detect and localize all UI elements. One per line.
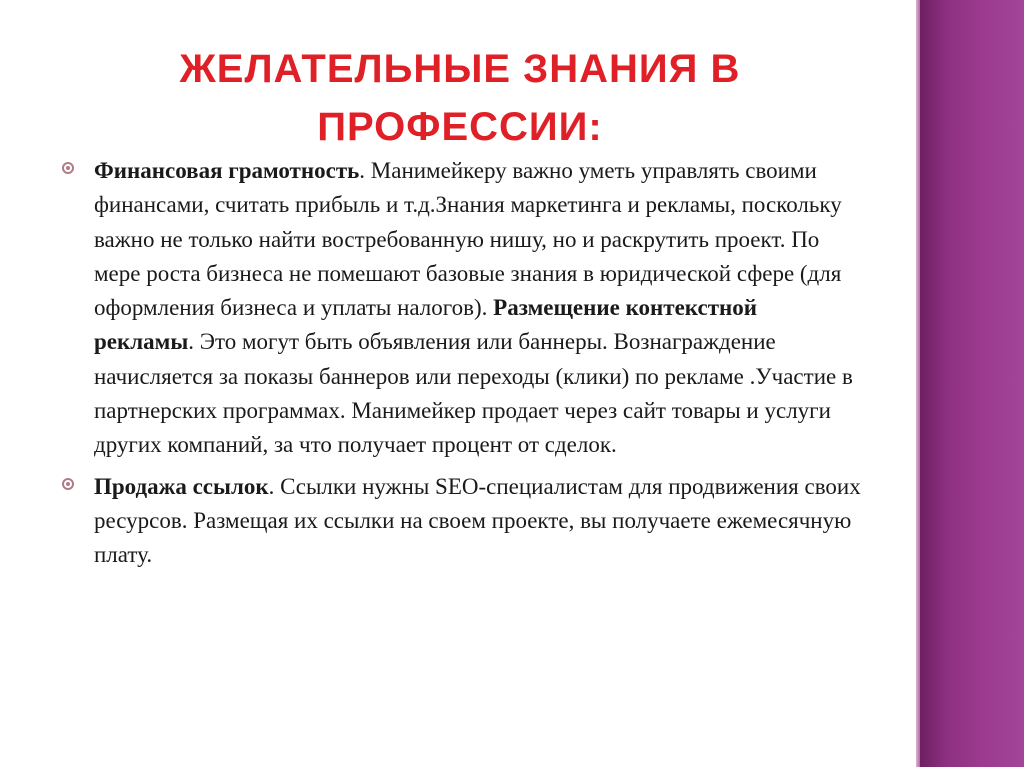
list-item — [62, 154, 862, 463]
item-plain-text: . Манимейкеру важно уметь управлять своими финансами, считать прибыль и т.д.Знания маркетинга и рекламы, поскольку важно не только найти востребованную нишу, но и раскрутить проект. По мере роста бизнеса не помешают базовые знания в юридической сфере (для оформления бизнеса и уплаты налогов). — [94, 158, 842, 321]
item-bold-text: Размещение контекстной рекламы — [94, 295, 757, 355]
slide-title: ЖЕЛАТЕЛЬНЫЕ ЗНАНИЯ В ПРОФЕССИИ: — [179, 47, 741, 149]
circle-bullet-icon — [62, 162, 74, 174]
item-bold-text: Продажа ссылок — [94, 473, 269, 499]
item-text — [94, 474, 861, 568]
circle-bullet-icon — [62, 478, 74, 490]
item-plain-text: . Это могут быть объявления или баннеры. Вознаграждение начисляется за показы баннеров или переходы (клики) по рекламе .Участие в партнерских программах. Манимейкер продает через сайт товары и услуги других компаний, за что получает процент от сделок. — [94, 329, 853, 458]
item-plain-text: . Ссылки нужны SEO-специалистам для продвижения своих ресурсов. Размещая их ссылки на своем проекте, вы получаете ежемесячную плату. — [94, 473, 861, 568]
slide-content — [62, 154, 862, 580]
list-item — [62, 470, 862, 573]
side-accent-strip — [916, 0, 1024, 767]
item-bold-text: Финансовая грамотность — [94, 158, 360, 183]
item-text — [94, 158, 853, 457]
